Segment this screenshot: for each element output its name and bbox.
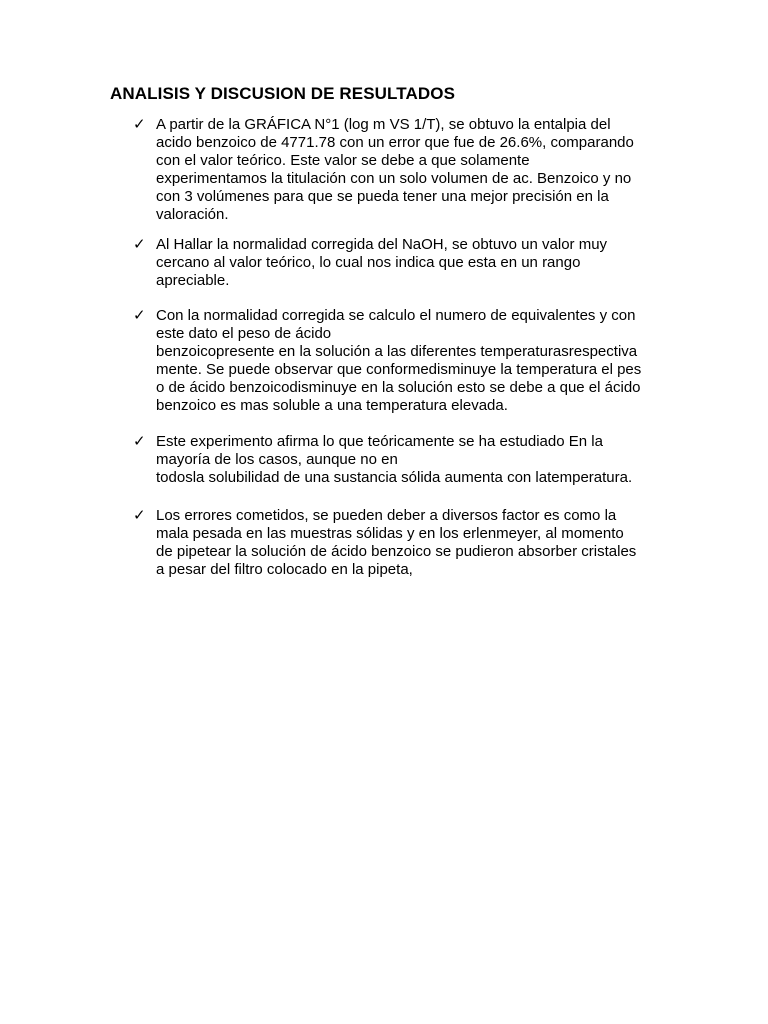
paragraph-line: apreciable. (156, 272, 230, 289)
paragraph-line: benzoico es mas soluble a una temperatura elevada. (156, 397, 508, 414)
paragraph-line: o de ácido benzoicodisminuye en la solución esto se debe a que el ácido (156, 379, 641, 396)
paragraph-line: mala pesada en las muestras sólidas y en los erlenmeyer, al momento (156, 525, 624, 542)
paragraph-line: A partir de la GRÁFICA N°1 (log m VS 1/T), se obtuvo la entalpia del (156, 116, 611, 133)
check-mark-icon: ✓ (133, 236, 146, 253)
paragraph-line: Los errores cometidos, se pueden deber a diversos factor es como la (156, 507, 617, 524)
paragraph-line: benzoicopresente en la solución a las diferentes temperaturasrespectiva (156, 343, 638, 360)
page-title: ANALISIS Y DISCUSION DE RESULTADOS (110, 84, 456, 103)
check-mark-icon: ✓ (133, 307, 146, 324)
paragraph-line: con el valor teórico. Este valor se debe a que solamente (156, 152, 530, 169)
check-mark-icon: ✓ (133, 433, 146, 450)
paragraph-line: valoración. (156, 206, 229, 223)
paragraph-line: acido benzoico de 4771.78 con un error que fue de 26.6%, comparando (156, 134, 634, 151)
paragraph-line: cercano al valor teórico, lo cual nos indica que esta en un rango (156, 254, 581, 271)
paragraph-line: experimentamos la titulación con un solo volumen de ac. Benzoico y no (156, 170, 632, 187)
paragraph-line: mente. Se puede observar que conformedisminuye la temperatura el pes (156, 361, 642, 378)
paragraph-line: Al Hallar la normalidad corregida del NaOH, se obtuvo un valor muy (156, 236, 608, 253)
paragraph-line: con 3 volúmenes para que se pueda tener una mejor precisión en la (156, 188, 609, 205)
paragraph-line: Con la normalidad corregida se calculo el numero de equivalentes y con (156, 307, 636, 324)
paragraph-line: Este experimento afirma lo que teóricamente se ha estudiado En la (156, 433, 603, 450)
check-mark-icon: ✓ (133, 116, 146, 133)
paragraph-line: este dato el peso de ácido (156, 325, 332, 342)
paragraph-line: mayoría de los casos, aunque no en (156, 451, 398, 468)
paragraph-line: todosla solubilidad de una sustancia sólida aumenta con latemperatura. (156, 469, 633, 486)
paragraph-line: de pipetear la solución de ácido benzoico se pudieron absorber cristales (156, 543, 637, 560)
paragraph-line: a pesar del filtro colocado en la pipeta, (156, 561, 413, 578)
check-mark-icon: ✓ (133, 507, 146, 524)
